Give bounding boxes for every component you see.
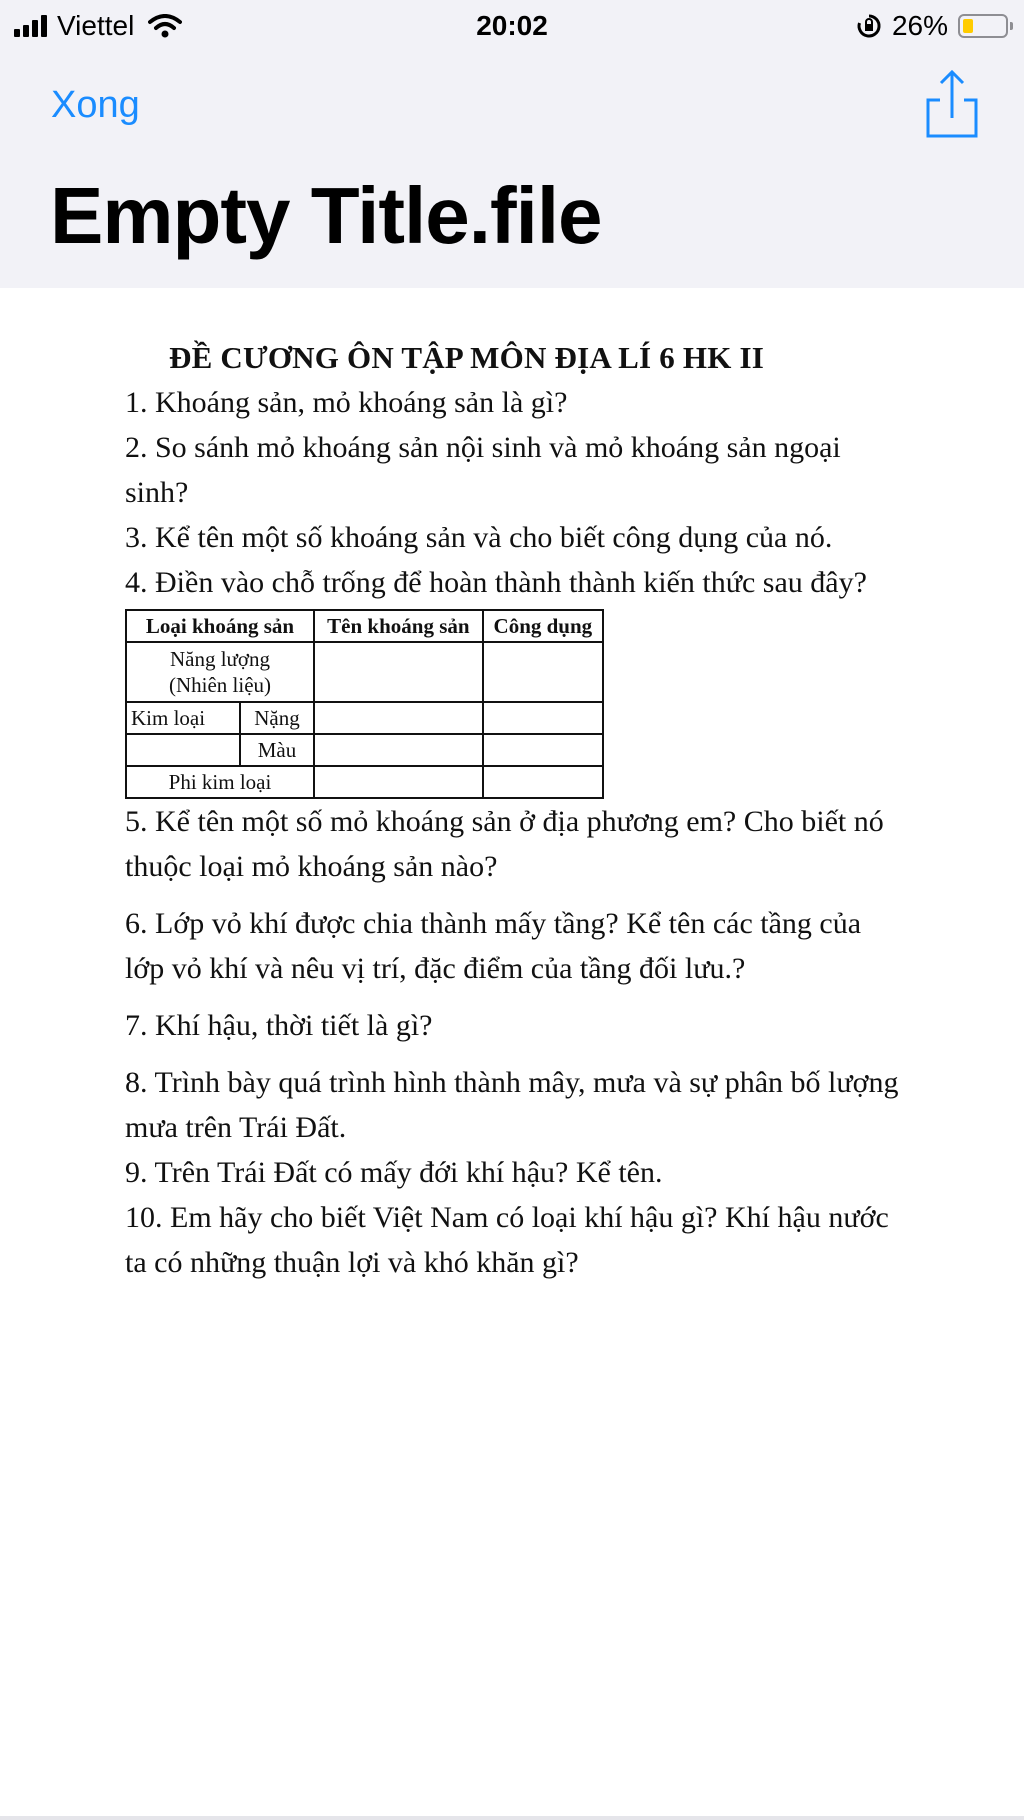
table-cell-energy	[126, 642, 314, 702]
bottom-divider	[0, 1816, 1024, 1820]
top-bar	[0, 0, 1024, 288]
battery-percent: 26%	[891, 10, 948, 41]
table-header: Công dụng	[483, 610, 603, 642]
status-right	[856, 10, 1008, 42]
question-9: 9. Trên Trái Đất có mấy đới khí hậu? Kể tên.	[125, 1156, 663, 1189]
question-4: 4. Điền vào chỗ trống để hoàn thành thành kiến thức sau đây?	[125, 566, 867, 599]
battery-icon	[958, 14, 1008, 38]
question-10: 10. Em hãy cho biết Việt Nam có loại khí hậu gì? Khí hậu nước ta có những thuận lợi và khó khăn gì?	[125, 1201, 889, 1279]
question-7: 7. Khí hậu, thời tiết là gì?	[125, 1009, 433, 1042]
question-1: 1. Khoáng sản, mỏ khoáng sản là gì?	[125, 386, 568, 419]
table-cell	[483, 702, 603, 734]
battery-fill	[963, 19, 973, 33]
table-header: Tên khoáng sản	[314, 610, 483, 642]
table-cell-metal: Kim loại	[126, 702, 240, 734]
table-cell	[314, 702, 483, 734]
navigation-bar	[0, 70, 1024, 150]
energy-label: Năng lượng	[169, 647, 271, 671]
table-cell-nonmetal: Phi kim loại	[126, 766, 314, 798]
table-cell	[314, 766, 483, 798]
question-5: 5. Kể tên một số mỏ khoáng sản ở địa phương em? Cho biết nó thuộc loại mỏ khoáng sản nào?	[125, 805, 884, 883]
status-bar	[0, 0, 1024, 52]
table-cell	[126, 734, 240, 766]
table-cell-color: Màu	[240, 734, 314, 766]
rotation-lock-icon	[856, 13, 882, 39]
document-page	[125, 340, 905, 1285]
question-2: 2. So sánh mỏ khoáng sản nội sinh và mỏ khoáng sản ngoại sinh?	[125, 431, 841, 509]
question-6: 6. Lớp vỏ khí được chia thành mấy tầng? Kể tên các tầng của lớp vỏ khí và nêu vị trí, đặc điểm của tầng đối lưu.?	[125, 907, 862, 985]
clock: 20:02	[476, 10, 548, 41]
question-8: 8. Trình bày quá trình hình thành mây, mưa và sự phân bố lượng mưa trên Trái Đất.	[125, 1066, 899, 1144]
table-cell-heavy: Nặng	[240, 702, 314, 734]
table-cell	[483, 734, 603, 766]
table-cell	[314, 734, 483, 766]
table-cell	[314, 642, 483, 702]
carrier-name: Viettel	[57, 10, 135, 41]
table-row	[126, 642, 603, 702]
question-3: 3. Kể tên một số khoáng sản và cho biết công dụng của nó.	[125, 521, 833, 554]
table-cell	[483, 766, 603, 798]
table-header-row	[126, 610, 603, 642]
share-icon	[922, 70, 982, 150]
minerals-table	[125, 609, 604, 799]
table-row	[126, 766, 603, 798]
table-row	[126, 734, 603, 766]
fuel-label: (Nhiên liệu)	[168, 673, 272, 697]
table-cell	[483, 642, 603, 702]
page-title: Empty Title.file	[50, 171, 602, 260]
table-row	[126, 702, 603, 734]
table-header: Loại khoáng sản	[126, 610, 314, 642]
done-button[interactable]: Xong	[51, 84, 140, 126]
share-button[interactable]	[922, 70, 982, 150]
document-heading: ĐỀ CƯƠNG ÔN TẬP MÔN ĐỊA LÍ 6 HK II	[169, 340, 764, 375]
